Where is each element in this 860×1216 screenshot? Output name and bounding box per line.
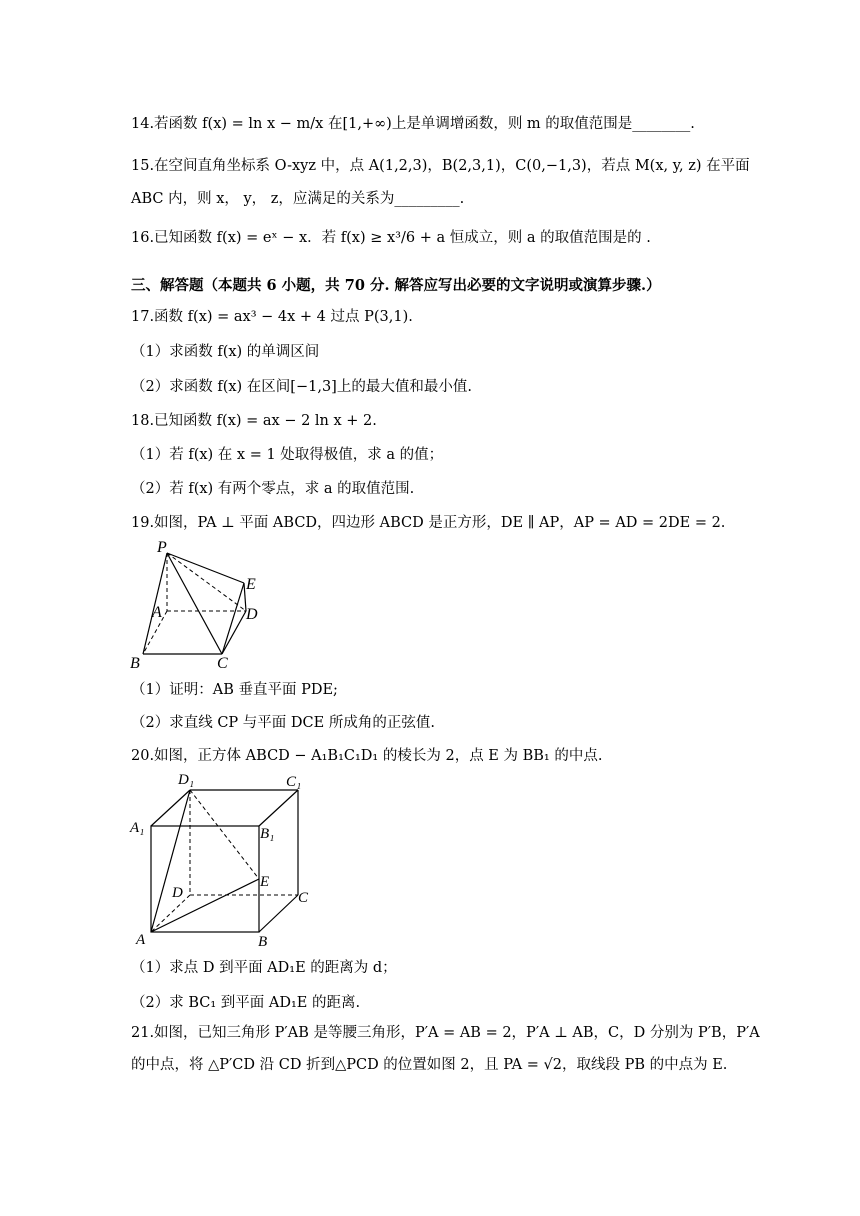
question-17-part2: （2）求函数 f(x) 在区间[−1,3]上的最大值和最小值. [131,379,472,395]
question-17: 17.函数 f(x) = ax³ − 4x + 4 过点 P(3,1). [131,309,413,325]
fig20-label-b1: B₁ [260,826,275,842]
fig19-label-d: D [246,606,258,623]
fig20-label-a: A [136,932,146,948]
fig20-label-e: E [260,874,270,890]
question-18: 18.已知函数 f(x) = ax − 2 ln x + 2. [131,413,377,429]
question-17-part1: （1）求函数 f(x) 的单调区间 [131,344,320,360]
fig19-label-c: C [217,655,228,672]
question-15-line1: 15.在空间直角坐标系 O-xyz 中，点 A(1,2,3)，B(2,3,1)，C(0,−1,3)，若点 M(x, y, z) 在平面 [131,158,750,174]
fig20-label-a1: A₁ [130,820,145,836]
section-3-heading: 三、解答题（本题共 6 小题，共 70 分. 解答应写出必要的文字说明或演算步骤.） [131,277,661,294]
fig20-label-d1: D₁ [178,772,195,788]
question-15-line2: ABC 内，则 x， y， z，应满足的关系为_________. [131,191,465,207]
question-20: 20.如图，正方体 ABCD − A₁B₁C₁D₁ 的棱长为 2，点 E 为 BB₁ 的中点. [131,748,603,764]
question-19-part2: （2）求直线 CP 与平面 DCE 所成角的正弦值. [131,715,435,731]
question-21-line2: 的中点，将 △P′CD 沿 CD 折到△PCD 的位置如图 2，且 PA = √2，取线段 PB 的中点为 E. [131,1057,728,1073]
figure-20-cube [128,766,318,952]
question-18-part2: （2）若 f(x) 有两个零点，求 a 的取值范围. [131,481,415,497]
fig19-label-e: E [246,576,256,593]
fig20-label-d: D [172,885,183,901]
fig19-label-a: A [152,604,162,621]
question-14: 14.若函数 f(x) = ln x − m/x 在[1,+∞)上是单调增函数，则 m 的取值范围是________. [131,116,695,132]
fig20-label-c1: C₁ [286,774,302,790]
fig20-label-b: B [258,934,268,950]
fig20-label-c: C [298,890,309,906]
figure-19-pyramid [128,538,268,672]
fig19-label-b: B [130,655,140,672]
question-19-part1: （1）证明：AB 垂直平面 PDE; [131,682,338,698]
question-21-line1: 21.如图，已知三角形 P′AB 是等腰三角形，P′A = AB = 2，P′A ⊥ AB，C，D 分别为 P′B，P′A [131,1025,760,1041]
question-19: 19.如图，PA ⊥ 平面 ABCD，四边形 ABCD 是正方形，DE ∥ AP，AP = AD = 2DE = 2. [131,515,726,531]
question-18-part1: （1）若 f(x) 在 x = 1 处取得极值，求 a 的值； [131,447,444,463]
question-20-part2: （2）求 BC₁ 到平面 AD₁E 的距离. [131,995,361,1011]
fig19-label-p: P [157,539,167,556]
question-20-part1: （1）求点 D 到平面 AD₁E 的距离为 d； [131,960,397,976]
question-16: 16.已知函数 f(x) = eˣ − x．若 f(x) ≥ x³/6 + a 恒成立，则 a 的取值范围是的 . [131,230,651,246]
